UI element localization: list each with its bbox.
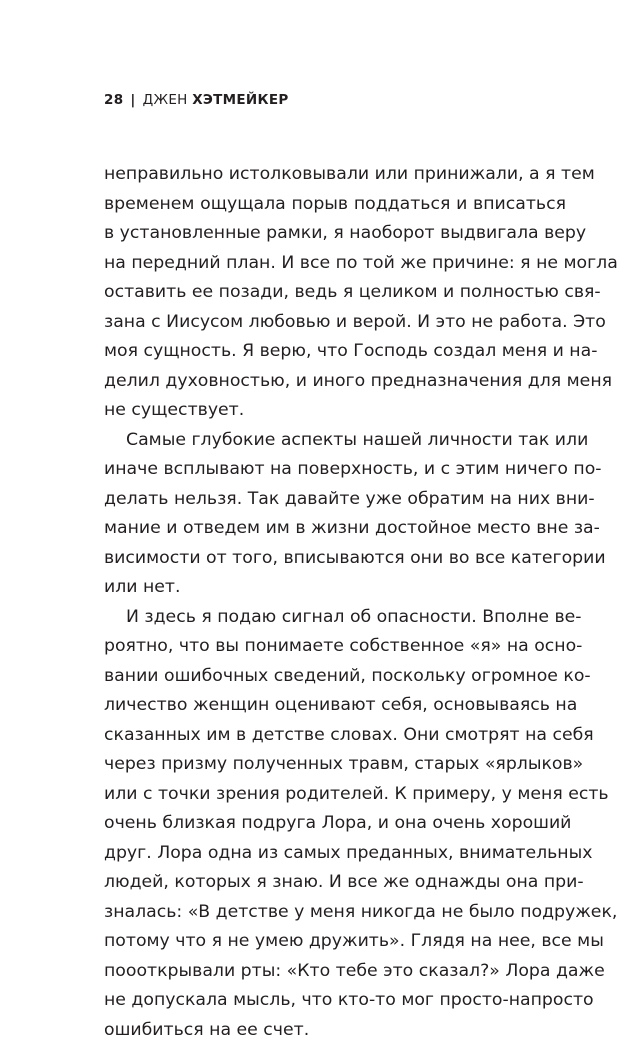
text-line: Самые глубокие аспекты нашей личности так или <box>104 426 566 456</box>
paragraph-2 <box>104 426 566 603</box>
text-line: не допускала мысль, что кто-то мог просто-напросто <box>104 986 566 1016</box>
text-line: мание и отведем им в жизни достойное место вне за- <box>104 514 566 544</box>
text-line: потому что я не умею дружить». Глядя на нее, все мы <box>104 927 566 957</box>
text-line: ошибиться на ее счет. <box>104 1016 566 1045</box>
text-line: неправильно истолковывали или принижали, а я тем <box>104 160 566 190</box>
text-line: иначе всплывают на поверхность, и с этим ничего по- <box>104 455 566 485</box>
text-line: или с точки зрения родителей. К примеру, у меня есть <box>104 780 566 810</box>
text-line: делать нельзя. Так давайте уже обратим на них вни- <box>104 485 566 515</box>
author-last-name: ХЭТМЕЙКЕР <box>192 92 288 108</box>
text-line: роятно, что вы понимаете собственное «я» на осно- <box>104 632 566 662</box>
text-line: через призму полученных травм, старых «ярлыков» <box>104 750 566 780</box>
text-line: И здесь я подаю сигнал об опасности. Вполне ве- <box>104 603 566 633</box>
text-line: на передний план. И все по той же причине: я не могла <box>104 249 566 279</box>
text-line: оставить ее позади, ведь я целиком и полностью свя- <box>104 278 566 308</box>
text-line: временем ощущала порыв поддаться и вписаться <box>104 190 566 220</box>
text-line: поооткрывали рты: «Кто тебе это сказал?» Лора даже <box>104 957 566 987</box>
text-line: висимости от того, вписываются они во все категории <box>104 544 566 574</box>
text-line: сказанных им в детстве словах. Они смотрят на себя <box>104 721 566 751</box>
text-line: зана с Иисусом любовью и верой. И это не работа. Это <box>104 308 566 338</box>
text-line: моя сущность. Я верю, что Господь создал меня и на- <box>104 337 566 367</box>
text-line: людей, которых я знаю. И все же однажды она при- <box>104 868 566 898</box>
text-line: друг. Лора одна из самых преданных, внимательных <box>104 839 566 869</box>
page-number: 28 <box>104 92 123 108</box>
body-text <box>104 160 566 1045</box>
text-line: зналась: «В детстве у меня никогда не было подружек, <box>104 898 566 928</box>
text-line: очень близкая подруга Лора, и она очень хороший <box>104 809 566 839</box>
text-line: личество женщин оценивают себя, основываясь на <box>104 691 566 721</box>
text-line: в установленные рамки, я наоборот выдвигала веру <box>104 219 566 249</box>
running-head-separator: | <box>130 92 135 108</box>
author-first-name: ДЖЕН <box>143 92 188 108</box>
text-line: не существует. <box>104 396 566 426</box>
text-line: делил духовностью, и иного предназначения для меня <box>104 367 566 397</box>
text-line: вании ошибочных сведений, поскольку огромное ко- <box>104 662 566 692</box>
paragraph-1 <box>104 160 566 426</box>
paragraph-3 <box>104 603 566 1045</box>
text-line: или нет. <box>104 573 566 603</box>
running-head <box>104 91 289 109</box>
